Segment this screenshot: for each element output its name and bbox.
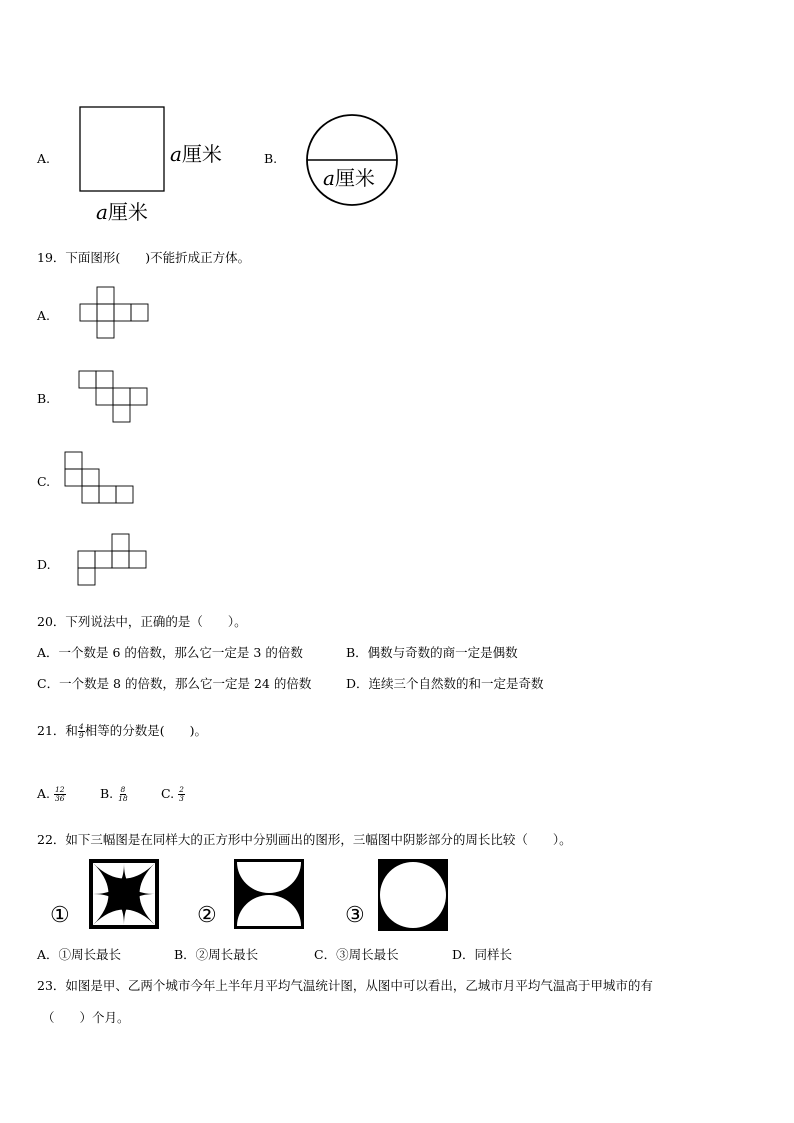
- q22-option-d: D．同样长: [452, 947, 513, 962]
- q20-option-a: A．一个数是 6 的倍数，那么它一定是 3 的倍数: [37, 645, 303, 660]
- q19-option-b-label: B.: [37, 391, 51, 406]
- q22-figure-3-label: ③: [345, 903, 365, 928]
- q18-circle-diameter-label: a厘米: [323, 166, 375, 190]
- q22-stem: 22．如下三幅图是在同样大的正方形中分别画出的图形，三幅图中阴影部分的周长比较（ ）。: [37, 832, 572, 847]
- q22-option-c: C．③周长最长: [314, 947, 399, 962]
- q22-figure-2-label: ②: [197, 903, 217, 928]
- q23-stem-line1: 23．如图是甲、乙两个城市今年上半年月平均气温统计图，从图中可以看出，乙城市月平均气温高于甲城市的有: [37, 978, 653, 993]
- q21-stem: 21．和 $\frac{4}{9}$ 相等的分数是( )。: [37, 722, 207, 740]
- q20-option-d: D．连续三个自然数的和一定是奇数: [346, 676, 544, 691]
- q19-net-d: [78, 534, 152, 594]
- q21-option-c: C. $\frac{2}{3}$: [161, 785, 184, 803]
- q18-square-figure: [79, 106, 167, 194]
- q21-option-b-fraction: $\frac{8}{18}$: [118, 785, 128, 803]
- q20-option-b: B．偶数与奇数的商一定是偶数: [346, 645, 518, 660]
- q19-net-b: [79, 371, 151, 431]
- q21-option-c-fraction: $\frac{2}{3}$: [179, 785, 184, 803]
- q19-stem: 19．下面图形( )不能折成正方体。: [37, 250, 251, 265]
- q19-net-c: [65, 452, 139, 512]
- q21-stem-fraction: $\frac{4}{9}$: [78, 722, 84, 740]
- q19-option-c-label: C.: [37, 474, 51, 489]
- q22-option-b: B．②周长最长: [174, 947, 259, 962]
- q18-square-side-label: a厘米: [170, 142, 222, 166]
- q22-figure-2: [234, 859, 306, 931]
- q20-stem: 20．下列说法中，正确的是（ ）。: [37, 614, 247, 629]
- q18-square-bottom-label: a厘米: [96, 200, 148, 224]
- q19-net-a: [80, 287, 152, 345]
- q19-option-a-label: A.: [37, 308, 51, 323]
- q21-option-a-fraction: $\frac{12}{36}$: [55, 785, 65, 803]
- q22-option-a: A．①周长最长: [37, 947, 122, 962]
- q19-option-d-label: D.: [37, 557, 51, 572]
- q22-figure-1: [89, 859, 161, 931]
- q23-stem-line2: （ ）个月。: [42, 1010, 130, 1025]
- q21-option-b: B. $\frac{8}{18}$: [100, 785, 128, 803]
- q22-figure-1-label: ①: [50, 903, 70, 928]
- q18-option-b-label: B.: [264, 151, 278, 166]
- q22-figure-3: [378, 859, 450, 933]
- q20-option-c: C．一个数是 8 的倍数，那么它一定是 24 的倍数: [37, 676, 312, 691]
- q18-option-a-label: A.: [37, 151, 51, 166]
- q18-circle-figure: [305, 114, 399, 208]
- q21-option-a: A. $\frac{12}{36}$: [37, 785, 65, 803]
